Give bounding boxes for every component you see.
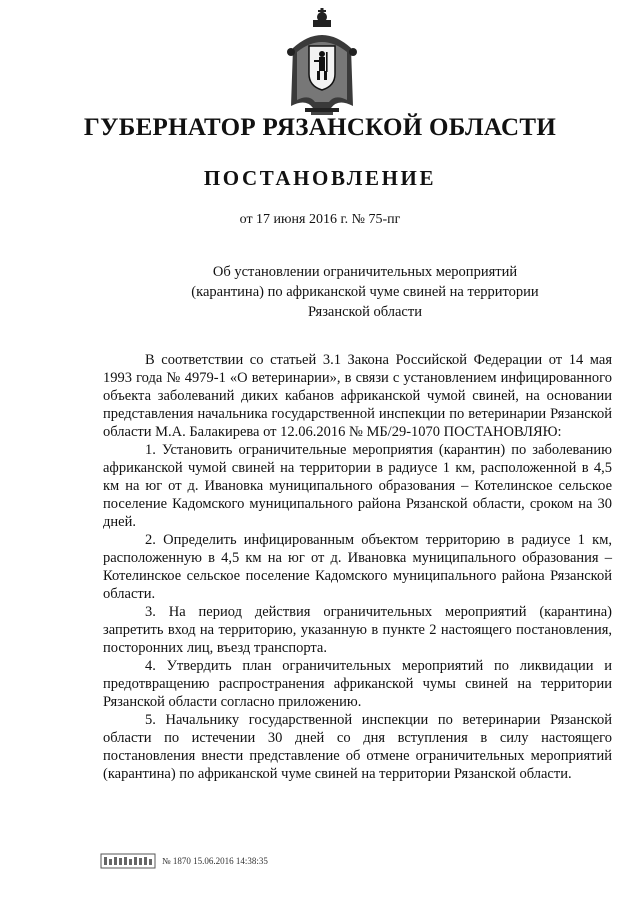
registry-number-timestamp: № 1870 15.06.2016 14:38:35 xyxy=(162,856,268,866)
document-subject xyxy=(175,262,555,322)
coat-of-arms-icon xyxy=(283,8,361,118)
document-date-number: от 17 июня 2016 г. № 75-пг xyxy=(239,212,401,227)
document-type: ПОСТАНОВЛЕНИЕ xyxy=(203,166,437,190)
preamble-paragraph: В соответствии со статьей 3.1 Закона Российской Федерации от 14 мая 1993 года № 4979-1 «О ветеринарии», в связи с установлением инфицированного объекта заболеваний диких кабанов африканской чумой свиней, на основании представления начальника государственной инспекции по ветеринарии Рязанской области М.А. Балакирева от 12.06.2016 № МБ/29-1070 ПОСТАНОВЛЯЮ: xyxy=(103,352,612,440)
subject-line: Об установлении ограничительных мероприятий xyxy=(212,264,518,280)
clause-3: 3. На период действия ограничительных мероприятий (карантина) запретить вход на территорию, указанную в пункте 2 настоящего постановления, посторонних лиц, въезд транспорта. xyxy=(103,604,612,656)
clause-1: 1. Установить ограничительные мероприятия (карантин) по заболеванию африканской чумой свиней на территории в радиусе 1 км, расположенной в 4,5 км на юг от д. Ивановка муниципального образования – Котелинское сельское поселение Кадомского муниципального района Рязанской области, сроком на 30 дней. xyxy=(103,442,612,530)
subject-line: (карантина) по африканской чуме свиней на территории xyxy=(191,284,539,300)
subject-line: Рязанской области xyxy=(308,304,422,320)
clause-2: 2. Определить инфицированным объектом территорию в радиусе 1 км, расположенную в 4,5 км на юг от д. Ивановка муниципального образования – Котелинское сельское поселение Кадомского муниципального района Рязанской области. xyxy=(103,532,612,602)
clause-5: 5. Начальнику государственной инспекции по ветеринарии Рязанской области по истечении 30 дней со дня вступления в силу настоящего постановления внести представление об отмене ограничительных мероприятий (карантина) по африканской чуме свиней на территории Рязанской области. xyxy=(103,712,612,782)
authority-title: ГУБЕРНАТОР РЯЗАНСКОЙ ОБЛАСТИ xyxy=(83,114,557,141)
registry-stamp-icon xyxy=(100,853,156,869)
registry-footer xyxy=(100,852,360,870)
document-body xyxy=(103,351,612,783)
clause-4: 4. Утвердить план ограничительных мероприятий по ликвидации и предотвращению распространения африканской чумы свиней на территории Рязанской области согласно приложению. xyxy=(103,658,612,710)
